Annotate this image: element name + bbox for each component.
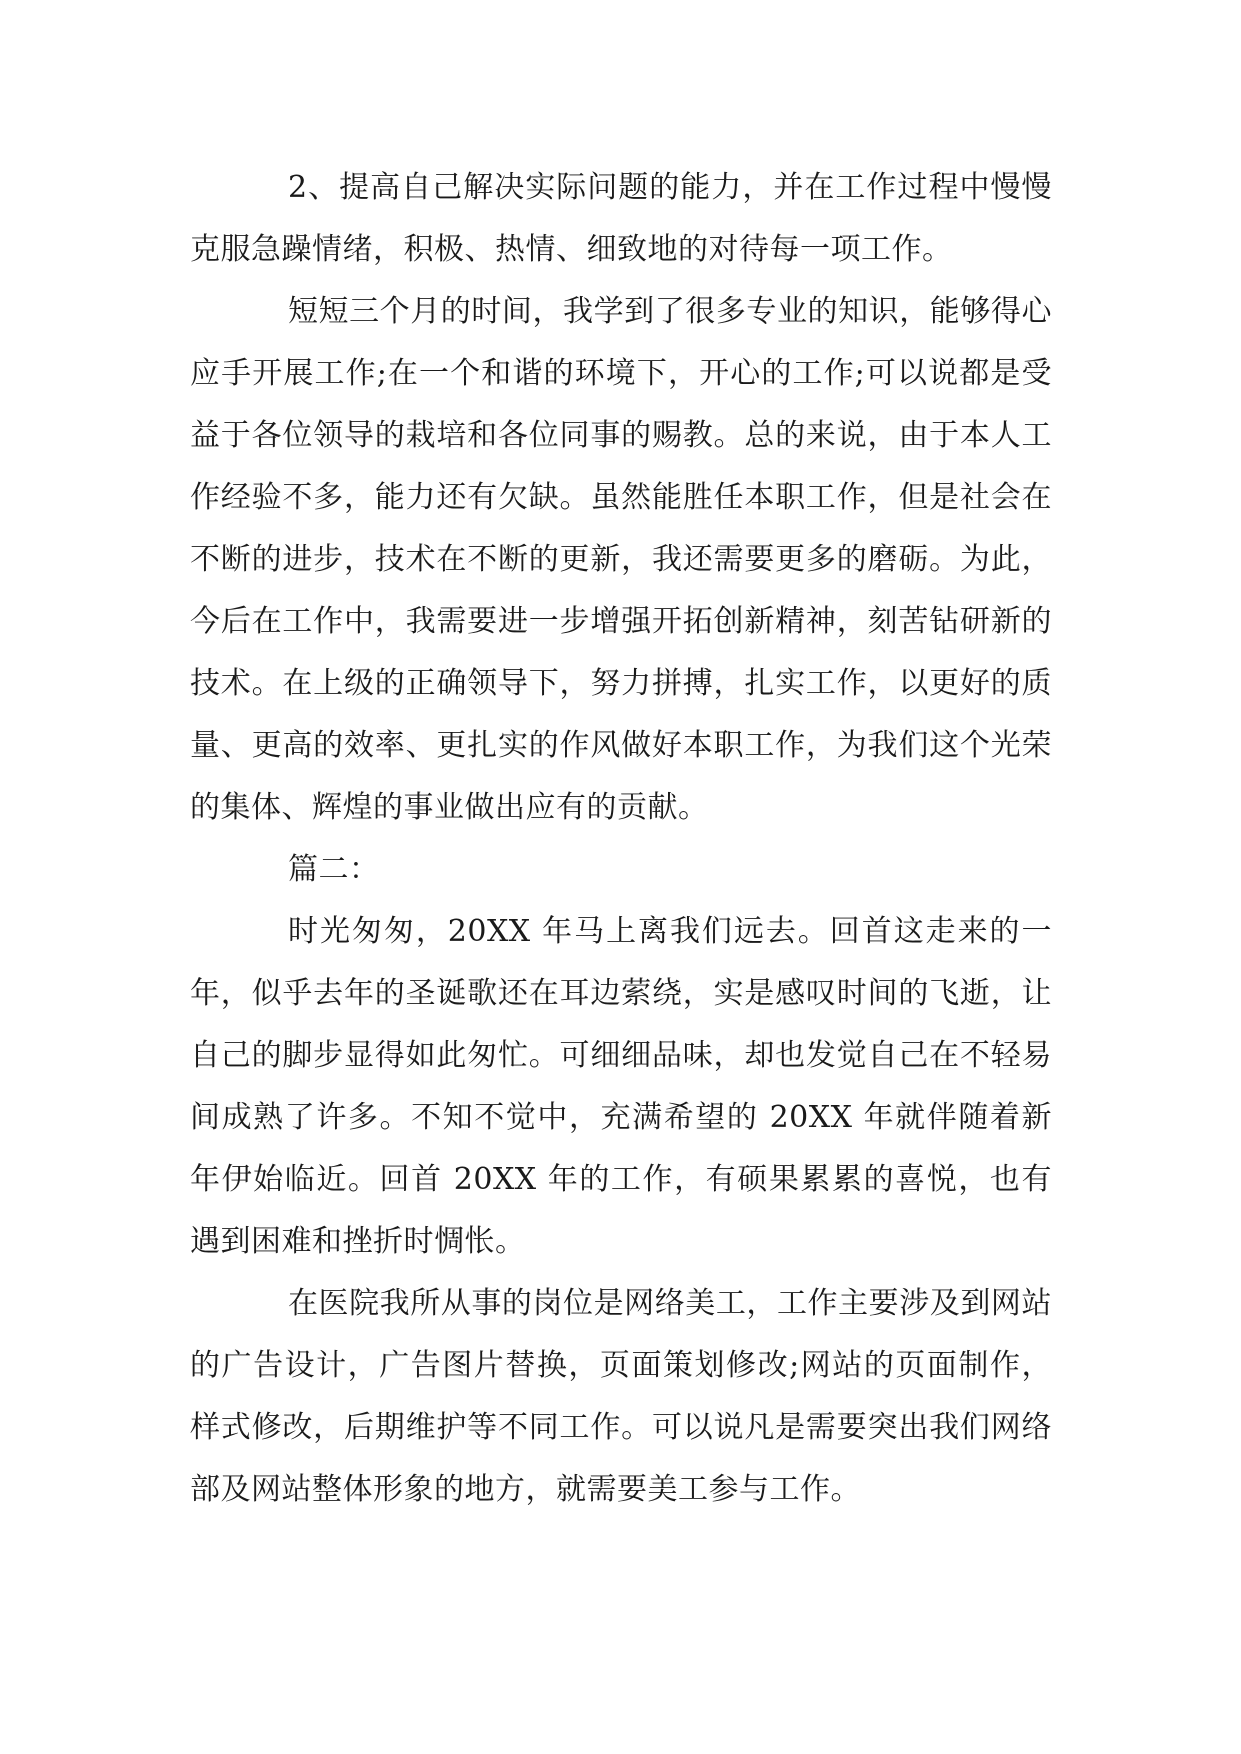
section-heading-part-two: 篇二： <box>288 852 380 887</box>
paragraph-job-description: 在医院我所从事的岗位是网络美工，工作主要涉及到网站的广告设计，广告图片替换，页面策划修改;网站的页面制作，样式修改，后期维护等不同工作。可以说凡是需要突出我们网络部及网站整体形象的地方，就需要美工参与工作。 <box>190 1286 1052 1507</box>
document-page <box>190 157 1052 1521</box>
paragraph-three-months-summary: 短短三个月的时间，我学到了很多专业的知识，能够得心应手开展工作;在一个和谐的环境下，开心的工作;可以说都是受益于各位领导的栽培和各位同事的赐教。总的来说，由于本人工作经验不多，能力还有欠缺。虽然能胜任本职工作，但是社会在不断的进步，技术在不断的更新，我还需要更多的磨砺。为此，今后在工作中，我需要进一步增强开拓创新精神，刻苦钻研新的技术。在上级的正确领导下，努力拼搏，扎实工作，以更好的质量、更高的效率、更扎实的作风做好本职工作，为我们这个光荣的集体、辉煌的事业做出应有的贡献。 <box>190 294 1052 825</box>
paragraph-year-review: 时光匆匆，20XX 年马上离我们远去。回首这走来的一年，似乎去年的圣诞歌还在耳边萦绕，实是感叹时间的飞逝，让自己的脚步显得如此匆忙。可细细品味，却也发觉自己在不轻易间成熟了许多。不知不觉中，充满希望的 20XX 年就伴随着新年伊始临近。回首 20XX 年的工作，有硕果累累的喜悦，也有遇到困难和挫折时惆怅。 <box>190 914 1052 1259</box>
paragraph-improve-ability: 2、提高自己解决实际问题的能力，并在工作过程中慢慢克服急躁情绪，积极、热情、细致地的对待每一项工作。 <box>190 170 1052 267</box>
